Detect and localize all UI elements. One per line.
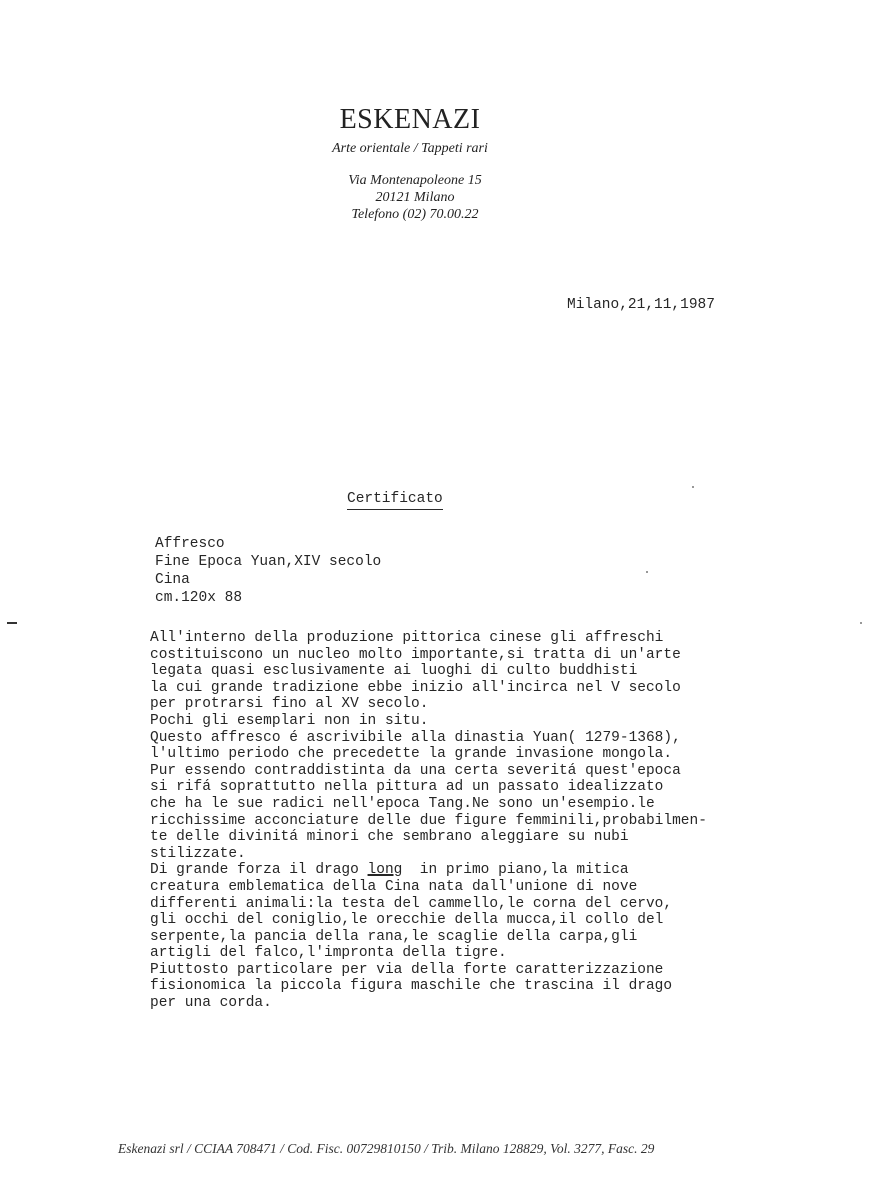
body-line: Questo affresco é ascrivibile alla dinastia Yuan( 1279-1368), xyxy=(150,729,681,746)
margin-fold-mark xyxy=(7,622,17,624)
letterhead xyxy=(310,104,510,158)
spec-line: Fine Epoca Yuan,XIV secolo xyxy=(155,554,382,570)
body-line: si rifá soprattutto nella pittura ad un passato idealizzato xyxy=(150,779,664,796)
body-line: Piuttosto particolare per via della forte caratterizzazione xyxy=(150,961,664,978)
body-line: te delle divinitá minori che sembrano aleggiare su nubi xyxy=(150,829,629,846)
body-line: la cui grande tradizione ebbe inizio all'incirca nel V secolo xyxy=(150,679,681,696)
spec-line: Cina xyxy=(155,572,190,588)
body-line-drago xyxy=(150,862,707,879)
body-line: Pochi gli esemplari non in situ. xyxy=(150,712,429,729)
body-line: gli occhi del coniglio,le orecchie della mucca,il collo del xyxy=(150,912,664,929)
body-line: costituiscono un nucleo molto importante,si tratta di un'arte xyxy=(150,646,681,663)
body-line: ricchissime acconciature delle due figure femminili,probabilmen- xyxy=(150,812,707,829)
body-line: All'interno della produzione pittorica cinese gli affreschi xyxy=(150,630,664,646)
drago-suffix: in primo piano,la mitica xyxy=(402,862,629,879)
body-line: stilizzate. xyxy=(150,845,246,862)
body-line: per una corda. xyxy=(150,995,272,1012)
document-title: Certificato xyxy=(347,490,443,510)
address-phone: Telefono (02) 70.00.22 xyxy=(351,207,479,222)
paper-speck xyxy=(692,486,694,488)
artwork-specs xyxy=(155,535,381,607)
drago-word-underlined: long xyxy=(367,862,403,879)
body-line: per protrarsi fino al XV secolo. xyxy=(150,696,429,713)
company-tagline: Arte orientale / Tappeti rari xyxy=(332,141,488,156)
body-line: artigli del falco,l'impronta della tigre. xyxy=(150,945,507,962)
letter-date: Milano,21,11,1987 xyxy=(567,297,715,313)
company-address xyxy=(330,172,500,223)
body-line: l'ultimo periodo che precedette la grande invasione mongola. xyxy=(150,746,673,763)
body-line: Pur essendo contraddistinta da una certa severitá quest'epoca xyxy=(150,762,681,779)
paper-speck xyxy=(860,622,862,624)
address-city: 20121 Milano xyxy=(375,190,455,205)
address-street: Via Montenapoleone 15 xyxy=(348,173,482,188)
body-line: che ha le sue radici nell'epoca Tang.Ne sono un'esempio.le xyxy=(150,795,655,812)
body-line: creatura emblematica della Cina nata dall'unione di nove xyxy=(150,878,638,895)
spec-line: Affresco xyxy=(155,536,225,552)
body-line: legata quasi esclusivamente ai luoghi di culto buddhisti xyxy=(150,663,638,680)
company-registration-footer: Eskenazi srl / CCIAA 708471 / Cod. Fisc. 00729810150 / Trib. Milano 128829, Vol. 3277, Fasc. 29 xyxy=(118,1141,655,1156)
drago-prefix: Di grande forza il drago xyxy=(150,862,368,879)
body-line: fisionomica la piccola figura maschile che trascina il drago xyxy=(150,978,673,995)
company-name: ESKENAZI xyxy=(339,104,481,135)
paper-speck xyxy=(646,571,648,573)
spec-line: cm.120x 88 xyxy=(155,590,243,606)
certificate-body xyxy=(150,630,707,1012)
body-line: differenti animali:la testa del cammello,le corna del cervo, xyxy=(150,895,673,912)
body-line: serpente,la pancia della rana,le scaglie della carpa,gli xyxy=(150,928,638,945)
